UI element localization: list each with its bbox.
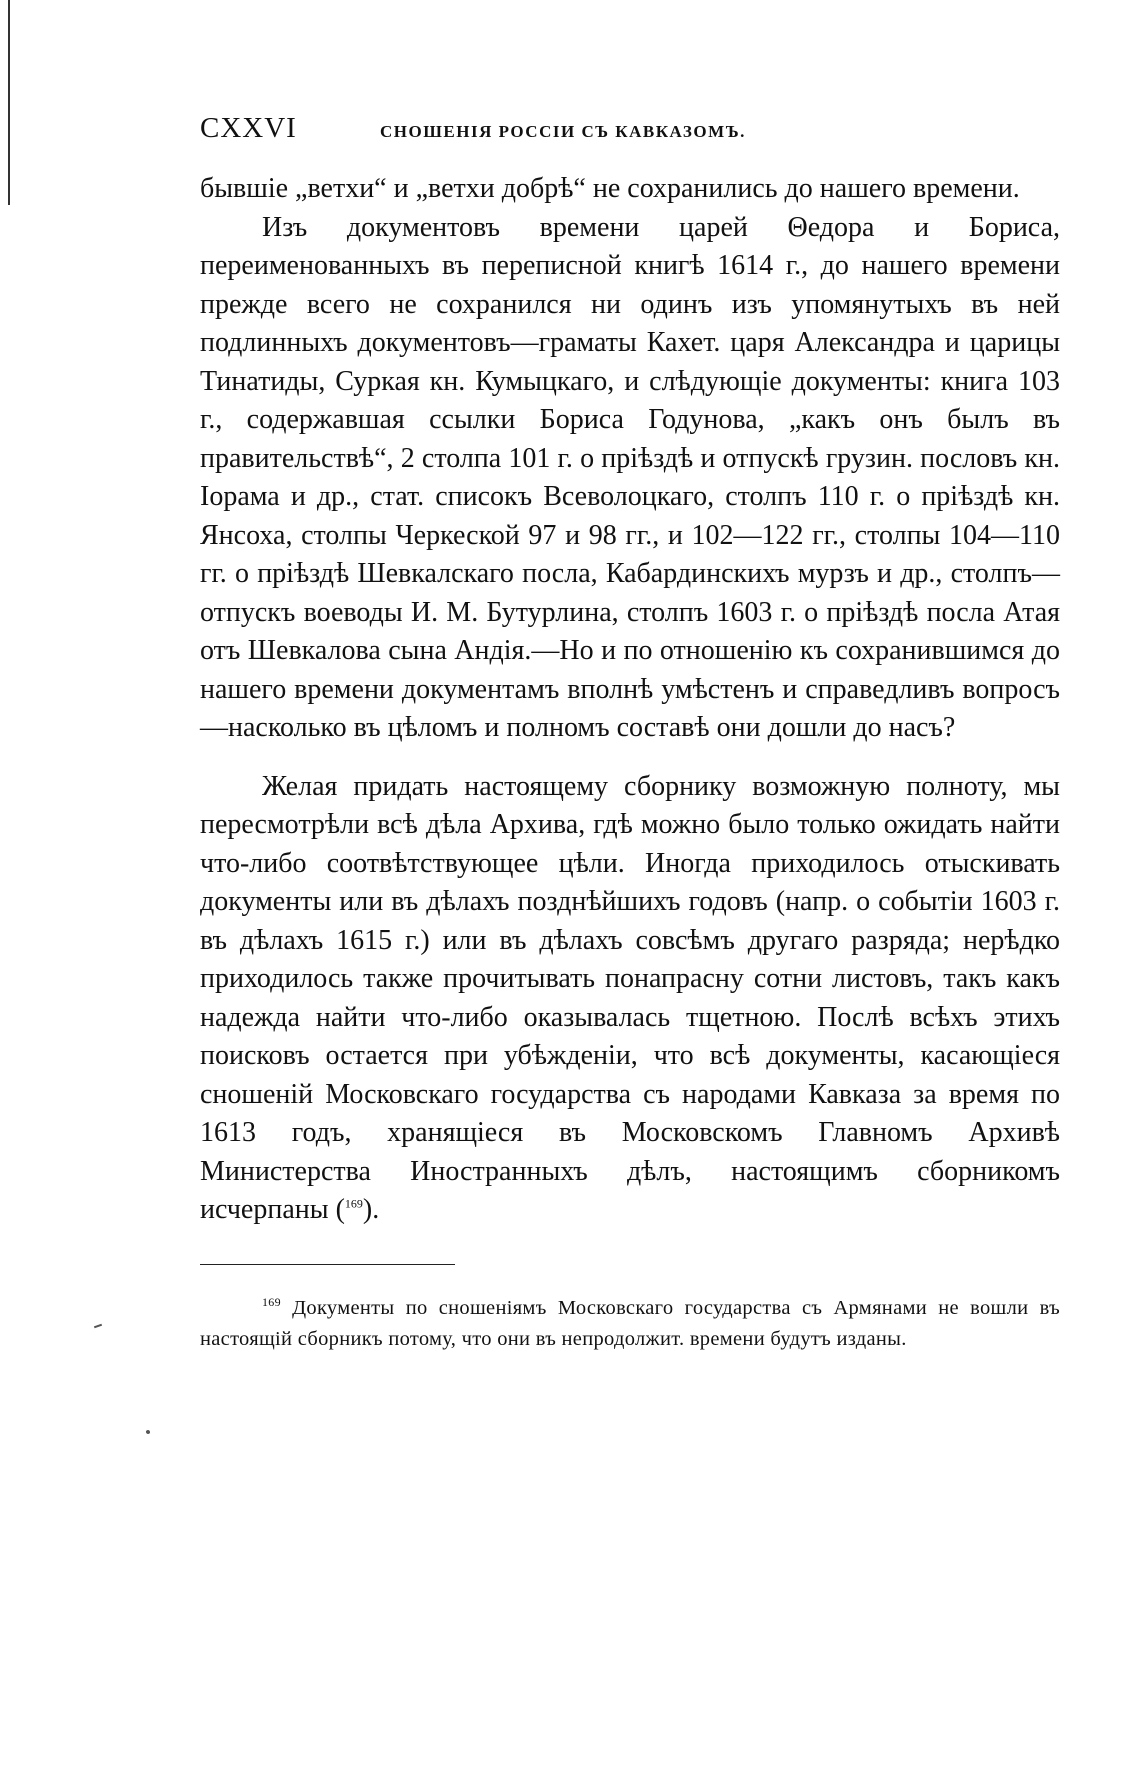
body-paragraph-2: Изъ документовъ времени царей Θедора и Бориса, переименованныхъ въ переписной книгѣ 1614 г., до нашего времени прежде всего не сохранился ни одинъ изъ упомянутыхъ въ ней подлинныхъ документовъ—граматы Кахет. царя Александра и царицы Тинатиды, Суркая кн. Кумыцкаго, и слѣдующіе документы: книга 103 г., содержавшая ссылки Бориса Годунова, „какъ онъ былъ въ правительствѣ“, 2 столпа 101 г. о пріѣздѣ и отпускѣ грузин. пословъ кн. Іорама и др., стат. списокъ Всеволоцкаго, столпъ 110 г. о пріѣздѣ кн. Янсоха, столпы Черкеской 97 и 98 гг., и 102—122 гг., столпы 104—110 гг. о пріѣздѣ Шевкалскаго посла, Кабардинскихъ мурзъ и др., столпъ—отпускъ воеводы И. М. Бутурлина, столпъ 1603 г. о пріѣздѣ посла Атая отъ Шевкалова сына Андія.—Но и по отношенію къ сохранившимся до нашего времени документамъ вполнѣ умѣстенъ и справедливъ вопросъ—насколько въ цѣломъ и полномъ составѣ они дошли до насъ?	[200, 211, 1060, 743]
print-speck	[94, 1324, 102, 1329]
body-paragraph-1: бывшіе „ветхи“ и „ветхи добрѣ“ не сохранились до нашего времени.	[200, 173, 1020, 204]
footnote-marker: 169	[262, 1294, 281, 1309]
page-edge-line	[8, 0, 10, 205]
page-header	[200, 112, 1060, 152]
page-number: CXXVI	[200, 112, 297, 144]
footnote-separator	[200, 1264, 455, 1265]
print-speck	[145, 1429, 150, 1434]
body-paragraph-3-text: Желая придать настоящему сборнику возможную полноту, мы пересмотрѣли всѣ дѣла Архива, гдѣ можно было только ожидать найти что-либо соотвѣтствующее цѣли. Иногда приходилось отыскивать документы или въ дѣлахъ позднѣйшихъ годовъ (напр. о событіи 1603 г. въ дѣлахъ 1615 г.) или въ дѣлахъ совсѣмъ другаго разряда; нерѣдко приходилось также прочитывать понапрасну сотни листовъ, такъ какъ надежда найти что-либо оказывалась тщетною. Послѣ всѣхъ этихъ поисковъ остается при убѣжденіи, что всѣ документы, касающіеся сношеній Московскаго государства съ народами Кавказа за время по 1613 годъ, хранящіеся въ Московскомъ Главномъ Архивѣ Министерства Иностранныхъ дѣлъ, настоящимъ сборникомъ исчерпаны	[200, 770, 1060, 1225]
body-paragraph-3-end: ).	[362, 1194, 380, 1225]
body-paragraph-3	[200, 768, 1060, 1230]
footnote-reference-number: 169	[344, 1196, 363, 1211]
book-page	[200, 112, 1060, 1355]
footnote-reference: ($^{169}$	[335, 1194, 363, 1225]
paragraph-gap	[200, 748, 1060, 768]
footnote	[200, 1293, 1060, 1355]
running-head: СНОШЕНІЯ РОССІИ СЪ КАВКАЗОМЪ.	[380, 122, 746, 141]
footnote-text: Документы по сношеніямъ Московскаго государства съ Армянами не вошли въ настоящій сборникъ потому, что они въ непродолжит. времени будутъ изданы.	[200, 1296, 1060, 1350]
